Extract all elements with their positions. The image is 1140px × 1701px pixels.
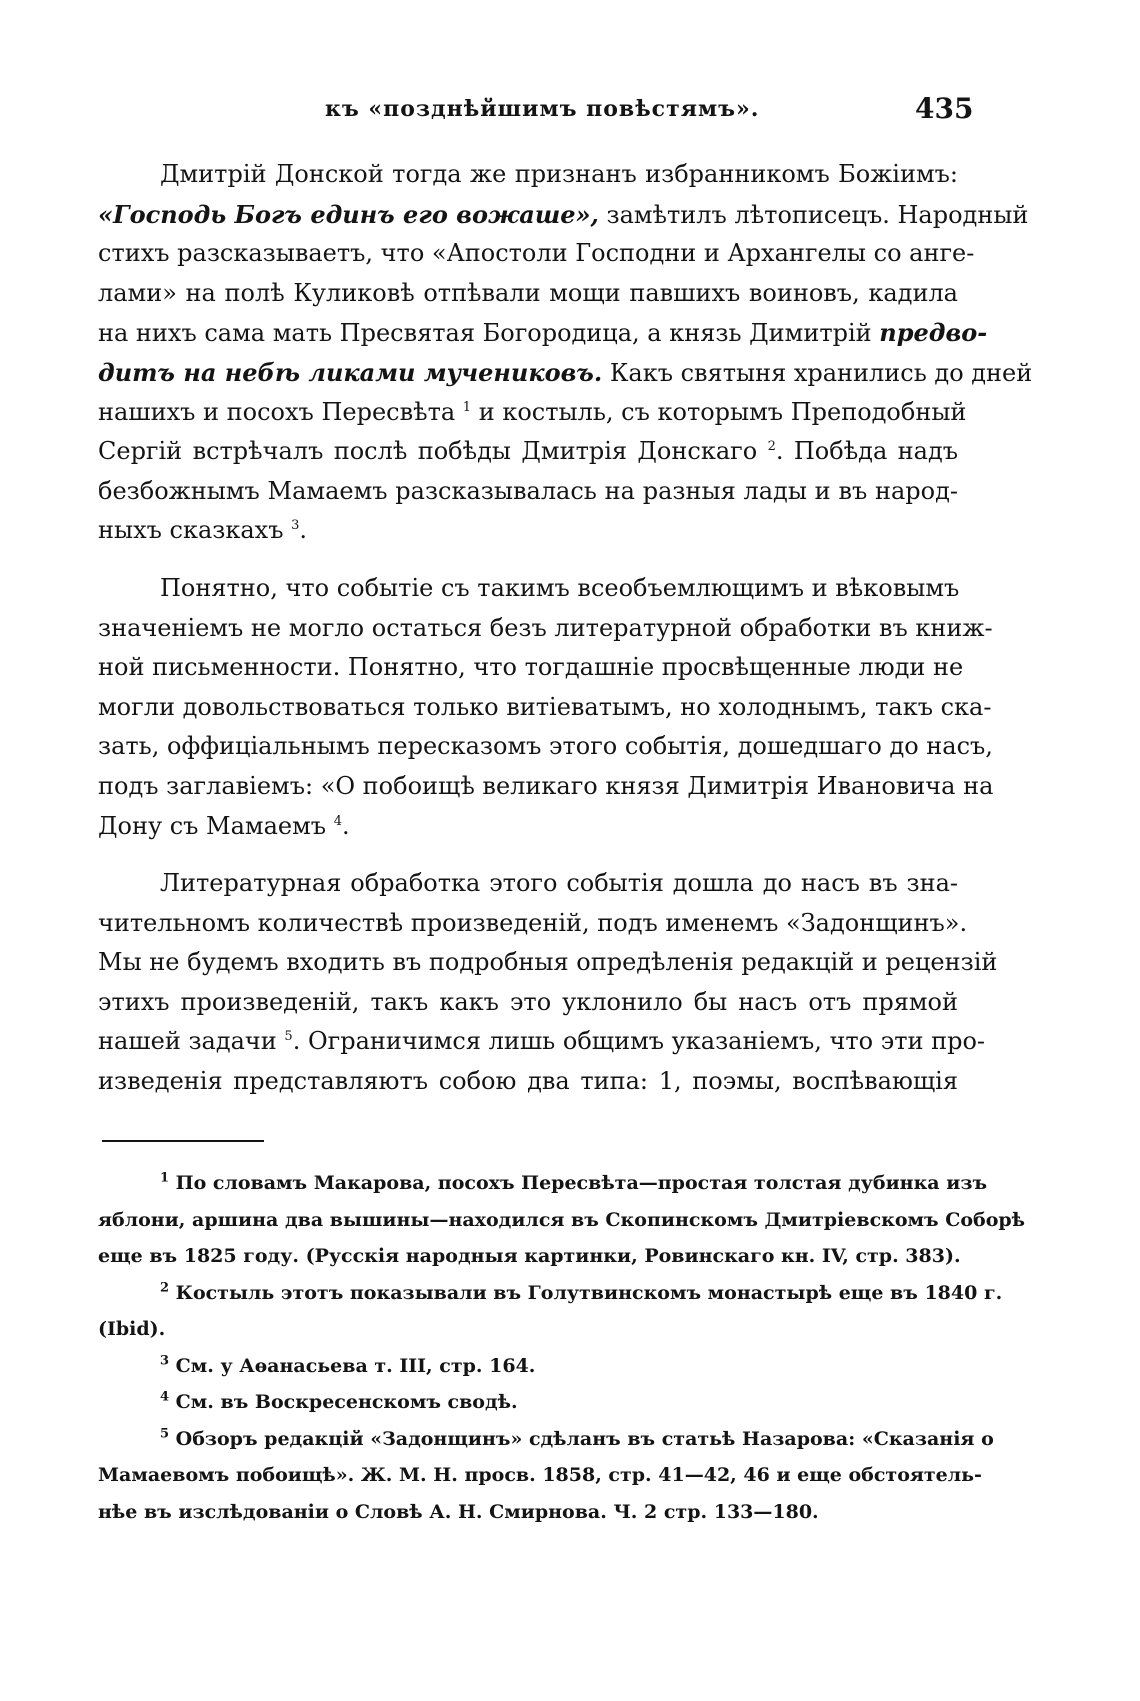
footnote-line (98, 1348, 958, 1385)
footnote-ref[interactable]: 1 (462, 399, 472, 415)
text-run: Дону съ Мамаемъ (98, 811, 334, 840)
quote-italic: «Господь Богъ единъ его вожаше», (98, 199, 599, 229)
text-line: ной письменности. Понятно, что тогдашніе просвѣщенные люди не (98, 653, 964, 682)
footnote-5 (98, 1421, 994, 1531)
paragraph (98, 864, 998, 1102)
italic-run: предво- (879, 318, 988, 348)
footnote-mark: 3 (160, 1353, 170, 1369)
page-number: 435 (915, 92, 974, 125)
text-run: . (341, 811, 350, 840)
footnote-line: (Ibid). (98, 1318, 166, 1340)
paragraph (98, 155, 1033, 551)
text-run: нашихъ и посохъ Пересвѣта (98, 397, 463, 426)
footnote-4 (98, 1384, 958, 1421)
footnote-ref[interactable]: 2 (767, 439, 776, 455)
text-run: . Ограничимся лишь общимъ указаніемъ, что эти про- (292, 1027, 986, 1056)
text-run: См. у Аѳанасьева т. III, стр. 164. (169, 1354, 536, 1377)
text-run: По словамъ Макарова, посохъ Пересвѣта—простая толстая дубинка изъ (169, 1172, 988, 1194)
footnote-line: Мамаевомъ побоищѣ». Ж. М. Н. просв. 1858, стр. 41—42, 46 и еще обстоятель- (98, 1464, 982, 1486)
text-line: изведенія представляютъ собою два типа: 1, поэмы, воспѣвающія (98, 1067, 958, 1096)
footnote-ref[interactable]: 3 (291, 518, 300, 534)
text-line: могли довольствоваться только витіеватымъ, но холоднымъ, такъ ска- (98, 692, 992, 721)
text-run: и костыль, съ которымъ Преподобный (471, 397, 967, 426)
footnote-line (98, 1165, 988, 1202)
text-line: Дмитрій Донской тогда же признанъ избранникомъ Божіимъ: (160, 160, 958, 188)
paragraph (98, 569, 994, 846)
footnote-mark: 5 (160, 1426, 170, 1442)
text-line: безбожнымъ Мамаемъ разсказывалась на разныя лады и въ народ- (98, 476, 958, 505)
text-run: . (299, 516, 308, 545)
footnote-ref[interactable]: 4 (333, 813, 342, 829)
paragraph-gap (98, 551, 958, 569)
text-run: Обзоръ редакцій «Задонщинъ» сдѣланъ въ статьѣ Назарова: «Сказанія о (169, 1427, 994, 1450)
footnote-line (98, 1421, 994, 1458)
text-run: . Побѣда надъ (775, 437, 959, 466)
text-line (98, 1022, 986, 1062)
text-line: подъ заглавіемъ: «О побоищѣ великаго князя Димитрія Ивановича на (98, 771, 994, 800)
footnote-3 (98, 1348, 958, 1385)
text-line: этихъ произведеній, такъ какъ это уклонило бы насъ отъ прямой (98, 987, 958, 1016)
text-line (98, 511, 958, 551)
footnote-ref[interactable]: 5 (284, 1029, 293, 1045)
text-line: Мы не будемъ входить въ подробныя опредѣленія редакцій и рецензій (98, 948, 998, 977)
text-line (98, 313, 988, 353)
text-line (98, 432, 958, 472)
text-run: на нихъ сама мать Пресвятая Богородица, а князь Димитрій (98, 319, 880, 348)
text-run: См. въ Воскресенскомъ сводѣ. (169, 1391, 518, 1413)
text-line: чительномъ количествѣ произведеній, подъ именемъ «Задонщинъ». (98, 908, 968, 937)
footnote-separator (102, 1140, 264, 1142)
text-line: Понятно, что событіе съ такимъ всеобъемлющимъ и вѣковымъ (160, 573, 960, 602)
text-run: Сергій встрѣчалъ послѣ побѣды Дмитрія Донскаго (98, 437, 768, 466)
footnotes (98, 1165, 1026, 1530)
text-line: зать, оффиціальнымъ пересказомъ этого событія, дошедшаго до насъ, (98, 732, 993, 761)
footnote-line: еще въ 1825 году. (Русскія народныя картинки, Ровинскаго кн. IV, стр. 383). (98, 1245, 961, 1267)
italic-run: дитъ на небѣ ликами мучениковъ. (98, 357, 603, 387)
footnote-line (98, 1384, 958, 1421)
text-run: Какъ святыня хранились до дней (602, 358, 1033, 387)
text-run: Костыль этотъ показывали въ Голутвинскомъ монастырѣ еще въ 1840 г. (169, 1281, 1003, 1304)
text-line (98, 195, 1029, 235)
footnote-2 (98, 1275, 1003, 1348)
text-line: стихъ разсказываетъ, что «Апостоли Господни и Архангелы со анге- (98, 239, 975, 268)
text-line: значеніемъ не могло остаться безъ литературной обработки въ книж- (98, 613, 993, 642)
text-line: Литературная обработка этого событія дошла до насъ въ зна- (160, 869, 958, 898)
text-line (98, 393, 967, 433)
footnote-mark: 2 (160, 1280, 170, 1296)
footnote-line (98, 1275, 1003, 1312)
text-run: замѣтилъ лѣтописецъ. Народный (598, 200, 1029, 229)
running-head: къ «позднѣйшимъ повѣстямъ». (325, 96, 760, 122)
text-run: нашей задачи (98, 1027, 285, 1056)
text-line: лами» на полѣ Куликовѣ отпѣвали мощи павшихъ воиновъ, кадила (98, 278, 958, 307)
main-text (98, 155, 1033, 1102)
text-run: ныхъ сказкахъ (98, 516, 292, 545)
footnote-mark: 1 (160, 1170, 170, 1186)
footnote-line: нѣе въ изслѣдованіи о Словѣ А. Н. Смирнова. Ч. 2 стр. 133—180. (98, 1500, 819, 1523)
footnote-line: яблони, аршина два вышины—находился въ Скопинскомъ Дмитріевскомъ Соборѣ (98, 1208, 1026, 1231)
footnote-mark: 4 (160, 1389, 170, 1405)
footnote-1 (98, 1165, 1026, 1275)
paragraph-gap (98, 846, 958, 864)
text-line (98, 807, 958, 847)
text-line (98, 353, 1033, 393)
